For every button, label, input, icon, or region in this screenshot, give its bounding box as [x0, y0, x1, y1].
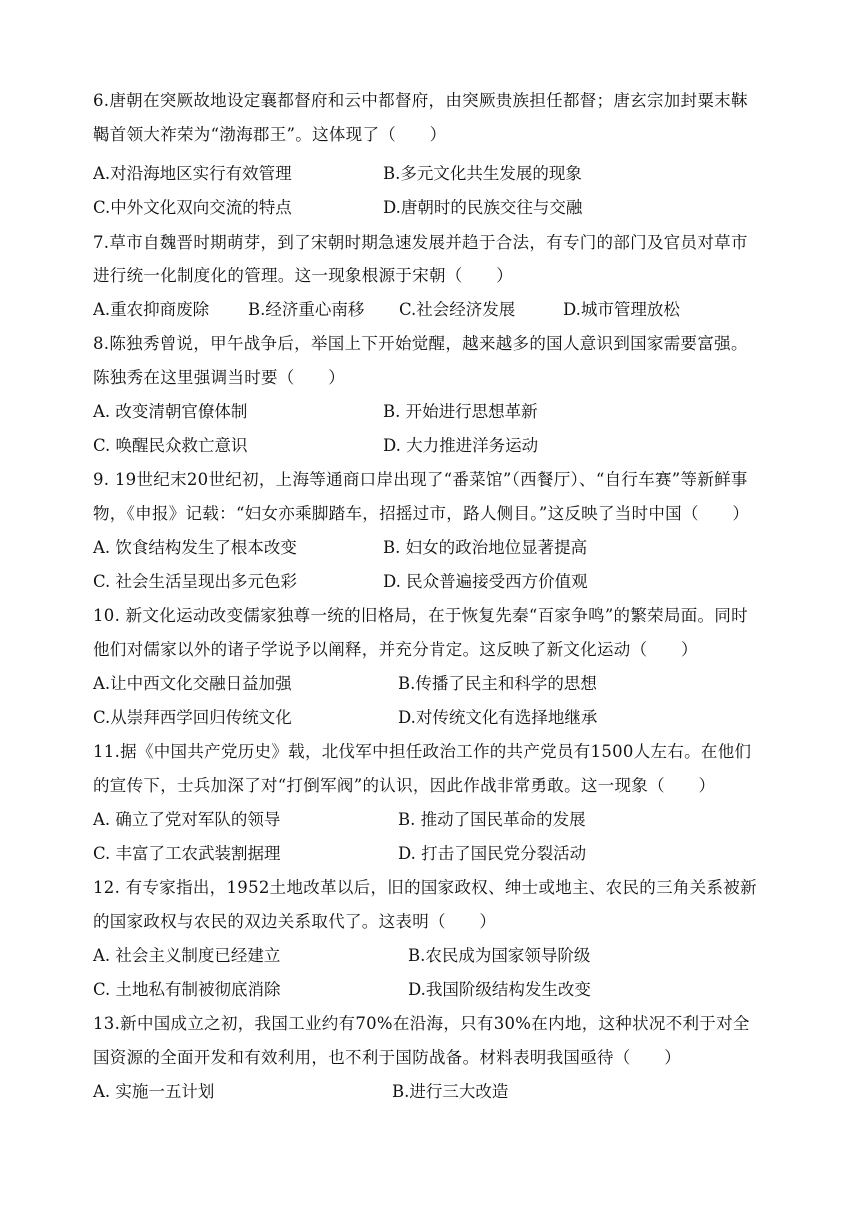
question-11-option-c: C. 丰富了工农武装割据理: [93, 844, 281, 863]
question-7-option-a: A.重农抑商废除: [93, 300, 210, 319]
question-8-option-a: A. 改变清朝官僚体制: [93, 402, 248, 421]
question-7-stem-line-2: 进行统一化制度化的管理。这一现象根源于宋朝（ ）: [93, 266, 513, 285]
question-8-stem-line-2: 陈独秀在这里强调当时要（ ）: [93, 368, 345, 387]
question-12-option-d: D.我国阶级结构发生改变: [408, 980, 591, 999]
question-11-stem-line-2: 的宣传下，士兵加深了对“打倒军阀”的认识，因此作战非常勇敢。这一现象（ ）: [93, 776, 716, 795]
question-13-option-a: A. 实施一五计划: [93, 1082, 215, 1101]
question-9-option-a: A. 饮食结构发生了根本改变: [93, 538, 297, 557]
question-10-stem-line-2: 他们对儒家以外的诸子学说予以阐释，并充分肯定。这反映了新文化运动（ ）: [93, 640, 698, 659]
question-6-option-a: A.对沿海地区实行有效管理: [93, 164, 292, 183]
question-9-option-b: B. 妇女的政治地位显著提高: [383, 538, 588, 557]
question-12-option-b: B.农民成为国家领导阶级: [408, 946, 591, 965]
question-10-option-d: D.对传统文化有选择地继承: [398, 708, 598, 727]
question-11-stem-line-1: 11.据《中国共产党历史》载，北伐军中担任政治工作的共产党员有1500人左右。在他们: [93, 742, 752, 761]
question-12-stem-line-1: 12. 有专家指出，1952土地改革以后，旧的国家政权、绅士或地主、农民的三角关系被新: [93, 878, 757, 897]
question-6-stem-line-2: 鞨首领大祚荣为“渤海郡王”。这体现了（ ）: [93, 125, 447, 144]
question-6-option-d: D.唐朝时的民族交往与交融: [383, 198, 583, 217]
question-10-stem-line-1: 10. 新文化运动改变儒家独尊一统的旧格局，在于恢复先秦“百家争鸣”的繁荣局面。同时: [93, 606, 748, 625]
question-7-option-c: C.社会经济发展: [399, 300, 516, 319]
question-12-stem-line-2: 的国家政权与农民的双边关系取代了。这表明（ ）: [93, 912, 497, 931]
question-13-stem-line-1: 13.新中国成立之初，我国工业约有70%在沿海，只有30%在内地，这种状况不利于对全: [93, 1014, 750, 1033]
question-6-stem-line-1: 6.唐朝在突厥故地设定襄都督府和云中都督府，由突厥贵族担任都督；唐玄宗加封粟末靺: [93, 91, 748, 110]
question-10-option-a: A.让中西文化交融日益加强: [93, 674, 292, 693]
question-9-option-c: C. 社会生活呈现出多元色彩: [93, 572, 298, 591]
question-11-option-a: A. 确立了党对军队的领导: [93, 810, 281, 829]
question-8-option-b: B. 开始进行思想革新: [383, 402, 538, 421]
question-7-option-b: B.经济重心南移: [248, 300, 365, 319]
question-8-option-c: C. 唤醒民众救亡意识: [93, 436, 248, 455]
question-12-option-a: A. 社会主义制度已经建立: [93, 946, 281, 965]
question-6-option-c: C.中外文化双向交流的特点: [93, 198, 292, 217]
question-10-option-c: C.从崇拜西学回归传统文化: [93, 708, 292, 727]
question-12-option-c: C. 土地私有制被彻底消除: [93, 980, 281, 999]
question-10-option-b: B.传播了民主和科学的思想: [398, 674, 597, 693]
question-11-option-b: B. 推动了国民革命的发展: [398, 810, 586, 829]
question-13-stem-line-2: 国资源的全面开发和有效利用，也不利于国防战备。材料表明我国亟待（ ）: [93, 1048, 681, 1067]
question-8-stem-line-1: 8.陈独秀曾说，甲午战争后，举国上下开始觉醒，越来越多的国人意识到国家需要富强。: [93, 334, 748, 353]
question-13-option-b: B.进行三大改造: [392, 1082, 509, 1101]
question-9-option-d: D. 民众普遍接受西方价值观: [383, 572, 588, 591]
question-9-stem-line-1: 9. 19世纪末20世纪初，上海等通商口岸出现了“番菜馆”（西餐厅）、“自行车赛”等新鲜事: [93, 470, 748, 489]
question-7-stem-line-1: 7.草市自魏晋时期萌芽，到了宋朝时期急速发展并趋于合法，有专门的部门及官员对草市: [93, 233, 748, 252]
question-7-option-d: D.城市管理放松: [563, 300, 680, 319]
question-8-option-d: D. 大力推进洋务运动: [383, 436, 539, 455]
question-9-stem-line-2: 物，《申报》记载：“妇女亦乘脚踏车，招摇过市，路人侧目。”这反映了当时中国（ ）: [93, 504, 750, 523]
question-11-option-d: D. 打击了国民党分裂活动: [398, 844, 587, 863]
question-6-option-b: B.多元文化共生发展的现象: [383, 164, 582, 183]
